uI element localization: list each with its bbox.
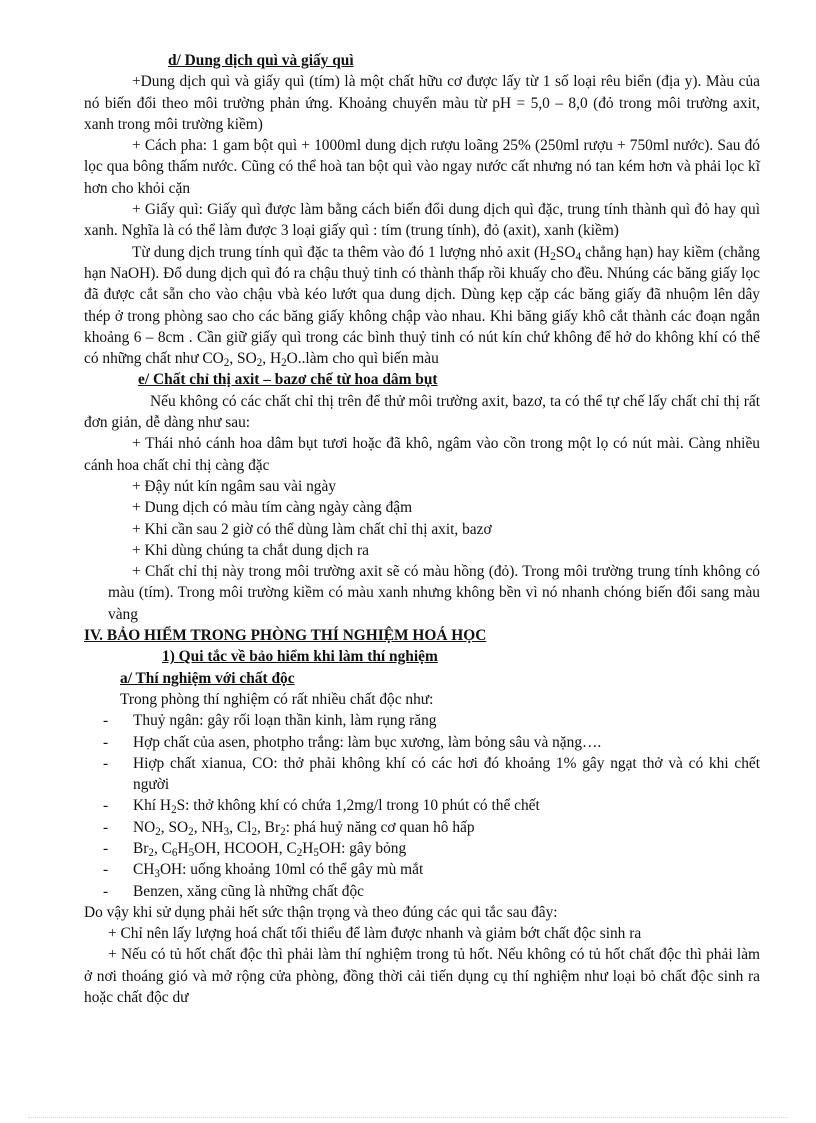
paragraph-toxic-intro: Trong phòng thí nghiệm có rất nhiều chất độc như:	[120, 690, 434, 708]
list-item: - $CH_3OH$: uống khoảng 10ml có thể gây mù mắt	[103, 861, 424, 881]
paragraph-hibiscus-step-1: + Thái nhỏ cánh hoa dâm bụt tươi hoặc đã khô, ngâm vào cồn trong một lọ có nút mài. Càng nhiều cánh hoa chất chỉ thị càng đặc	[84, 435, 760, 474]
section-heading-iv: IV. BẢO HIỂM TRONG PHÒNG THÍ NGHIỆM HOÁ HỌC	[84, 627, 487, 645]
subsection-title-d: d/ Dung dịch quì và giấy quì	[168, 52, 354, 69]
list-item: - $Br_2$, $C_6H_5OH$, HCOOH, $C_2H_5OH$: gây bỏng	[103, 839, 407, 859]
list-item: - Thuỷ ngân: gây rối loạn thần kinh, làm rụng răng	[103, 712, 437, 730]
paragraph-litmus-paper-making: Từ dung dịch trung tính quì đặc ta thêm vào đó 1 lượng nhỏ axit ($H_2SO_4$ chẳng hạn) hay kiềm (chẳng hạn NaOH). Đổ dung dịch quì đó ra chậu thuỷ tinh có thành thấp rồi khuấy cho đều. Nhúng các băng giấy lọc đã được cắt sẵn cho vào chậu vbà kéo lướt qua dung dịch. Dùng kẹp cặp các băng giấy đã nhuộm lên dây thép ở trong phòng sao cho các băng giấy không chập vào nhau. Khi băng giấy khô cắt thành các đoạn ngắn khoảng 6 – 8cm . Cần giữ giấy quì trong các bình thuỷ tinh có nút kín chứ không để hở do không khí có thể có những chất như $CO_2$, $SO_2$, $H_2O..làm$ cho quì biến màu	[84, 243, 761, 369]
rule-heading-1: 1) Qui tắc về bảo hiểm khi làm thí nghiệm	[162, 648, 438, 666]
paragraph-hibiscus-intro: Nếu không có các chất chỉ thị trên để thử môi trường axit, bazơ, ta có thể tự chế lấy chất chỉ thị rất đơn giản, dễ dàng như sau:	[84, 392, 760, 432]
paragraph-litmus-paper: + Giấy quì: Giấy quì được làm bằng cách biến đổi dung dịch quì đặc, trung tính thành quì đỏ hay quì xanh. Nghĩa là có thể làm được 3 loại giấy quì : tím (trung tính), đỏ (axit), xanh (kiềm)	[84, 201, 760, 240]
paragraph-hibiscus-step-4: + Khi cần sau 2 giờ có thể dùng làm chất chỉ thị axit, bazơ	[132, 520, 492, 538]
subsection-title-e: e/ Chất chỉ thị axit – bazơ chế từ hoa dâm bụt	[138, 371, 438, 389]
paragraph-hibiscus-step-3: + Dung dịch có màu tím càng ngày càng đậm	[132, 499, 413, 517]
list-item: - Hiợp chất xianua, CO: thở phải không khí có các hơi đó khoảng 1% gây ngạt thở và có khi chết người	[103, 754, 760, 794]
paragraph-rule-minimum: + Chỉ nên lấy lượng hoá chất tối thiểu để làm được nhanh và giảm bớt chất độc sinh ra	[108, 925, 642, 943]
paragraph-litmus-preparation: + Cách pha: 1 gam bột quì + 1000ml dung dịch rượu loãng 25% (250ml rượu + 750ml nước). Sau đó lọc qua bông thấm nước. Cũng có thể hoà tan bột quì vào ngay nước cất nhưng nó tan kém hơn và phải lọc kĩ hơn cho khỏi cặn	[84, 137, 760, 197]
list-item: - $NO_2$, $SO_2$, $NH_3$, $Cl_2$, $Br_2$: phá huỷ năng cơ quan hô hấp	[103, 818, 475, 838]
paragraph-caution: Do vậy khi sử dụng phải hết sức thận trọng và theo đúng các qui tắc sau đây:	[84, 903, 558, 921]
document-body	[84, 50, 760, 1008]
toxic-substance-list	[84, 710, 760, 902]
paragraph-hibiscus-step-5: + Khi dùng chúng ta chắt dung dịch ra	[132, 541, 369, 559]
paragraph-hibiscus-step-2: + Đậy nút kín ngâm sau vài ngày	[132, 477, 337, 495]
page-bottom-divider	[28, 1117, 788, 1118]
subsection-title-a: a/ Thí nghiệm với chất độc	[120, 669, 295, 687]
list-item: - Khí $H_2S$: thở không khí có chứa 1,2mg/l trong 10 phút có thể chết	[103, 797, 540, 817]
paragraph-hibiscus-step-6: + Chất chỉ thị này trong môi trường axit sẽ có màu hồng (đỏ). Trong môi trường trung tính không có màu (tím). Trong môi trường kiềm có màu xanh nhưng không bền vì nó nhanh chóng biến đổi sang màu vàng	[108, 563, 760, 623]
paragraph-litmus-intro: +Dung dịch quì và giấy quì (tím) là một chất hữu cơ được lấy từ 1 số loại rêu biển (địa y). Màu của nó biến đổi theo môi trường phản ứng. Khoảng chuyển màu từ pH = 5,0 – 8,0 (đỏ trong môi trường axit, xanh trong môi trường kiềm)	[84, 73, 760, 133]
paragraph-rule-fume-hood: + Nếu có tủ hốt chất độc thì phải làm thí nghiệm trong tủ hốt. Nếu không có tủ hốt chất độc thì phải làm ở nơi thoáng gió và mở rộng cửa phòng, đồng thời cải tiến dụng cụ thí nghiệm như loại bỏ chất độc sinh ra hoặc chất độc dư	[84, 946, 760, 1007]
list-item: - Benzen, xăng cũng là những chất độc	[103, 882, 365, 900]
list-item: - Hợp chất của asen, photpho trắng: làm bục xương, làm bỏng sâu và nặng….	[103, 733, 602, 751]
